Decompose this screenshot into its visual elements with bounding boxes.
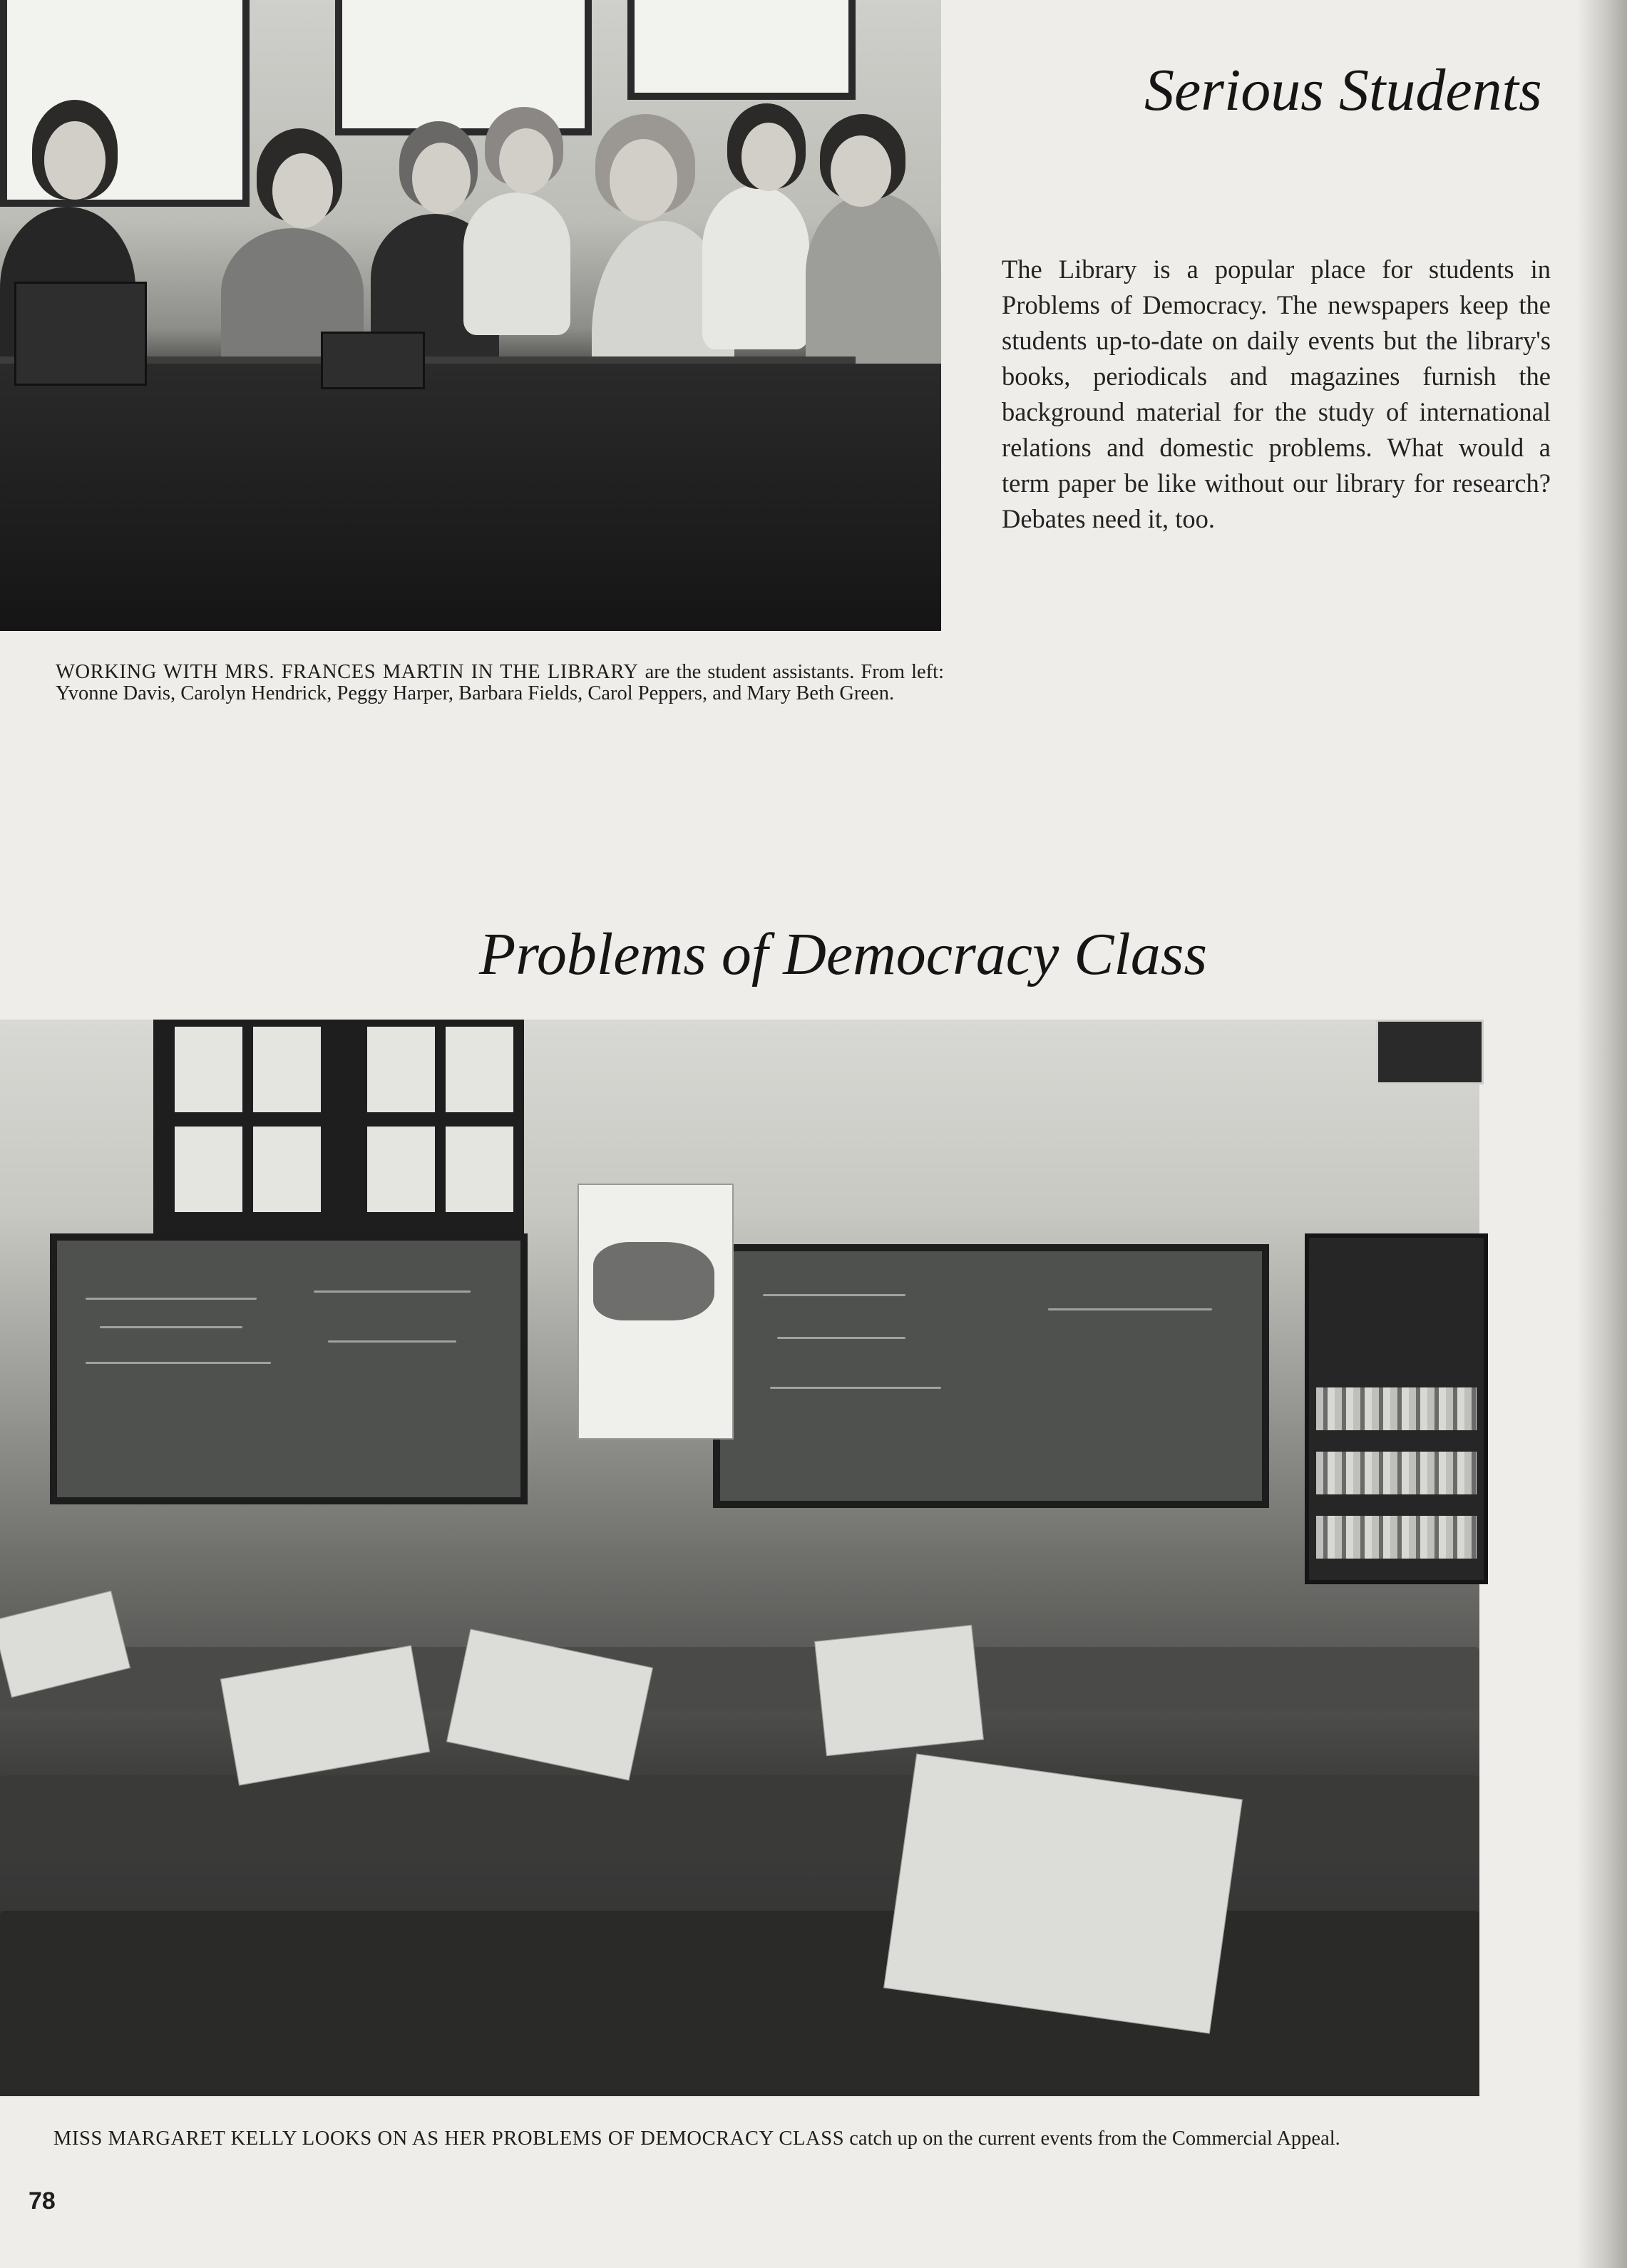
heading-problems-of-democracy-class: Problems of Democracy Class [479, 921, 1208, 987]
bookshelf-books [1316, 1516, 1477, 1559]
chalk-writing [314, 1290, 471, 1293]
window-pane [175, 1027, 242, 1112]
library-paragraph: The Library is a popular place for students in Problems of Democracy. The newspapers keep the students up-to-date on daily events but the library's books, periodicals and magazines furnish the background material for the study of international relations and domestic problems. What would a term paper be like without our library for research? Debates need it, too. [1002, 254, 1551, 533]
student-figure [702, 185, 809, 349]
window-pane [253, 1127, 321, 1212]
desk-row [0, 1911, 1479, 2096]
binding-shadow [1577, 0, 1627, 2268]
map-shape [593, 1242, 714, 1320]
student-face [741, 123, 796, 191]
classroom-photo-caption [53, 2128, 1547, 2150]
chalk-writing [770, 1387, 941, 1389]
window-pane [175, 1127, 242, 1212]
chalkboard-left [50, 1233, 528, 1504]
bookcase [1305, 1233, 1488, 1584]
chalk-writing [763, 1294, 905, 1296]
caption-text: are the student assistants. From left: Yvonne Davis, Carolyn Hendrick, Peggy Harper, Barbara Fields, Carol Peppers, and Mary Beth Green. [56, 661, 944, 704]
library-photo [0, 0, 941, 631]
caption-text: catch up on the current events from the Commercial Appeal. [844, 2128, 1340, 2150]
student-face [499, 128, 553, 194]
window-pane [367, 1127, 435, 1212]
classroom-window [153, 1020, 524, 1233]
wall-map [578, 1184, 734, 1440]
student-face [44, 121, 106, 200]
librarian-face [412, 143, 471, 214]
wall-picture [1376, 1020, 1484, 1084]
card-file-box [321, 332, 425, 389]
window-pane [446, 1027, 513, 1112]
chalk-writing [86, 1362, 271, 1364]
heading-serious-students: Serious Students [1144, 57, 1542, 123]
chalk-writing [328, 1340, 456, 1343]
bookshelf-books [1316, 1452, 1477, 1494]
student-face [610, 139, 677, 221]
chalk-writing [777, 1337, 905, 1339]
chalk-writing [1048, 1308, 1212, 1310]
library-window [335, 0, 592, 135]
library-photo-caption [56, 662, 944, 704]
caption-lead: WORKING WITH MRS. FRANCES MARTIN IN THE LIBRARY [56, 661, 639, 683]
window-pane [446, 1127, 513, 1212]
newspaper [814, 1625, 984, 1756]
caption-lead: MISS MARGARET KELLY LOOKS ON AS HER PROBLEMS OF DEMOCRACY CLASS [53, 2128, 845, 2150]
window-pane [253, 1027, 321, 1112]
chalkboard-right [713, 1244, 1269, 1508]
bookshelf-books [1316, 1387, 1477, 1430]
newspaper [883, 1753, 1243, 2033]
library-window [627, 0, 856, 100]
student-face [272, 153, 333, 228]
library-counter [0, 364, 941, 631]
window-pane [367, 1027, 435, 1112]
chalk-writing [86, 1298, 257, 1300]
chalk-writing [100, 1326, 242, 1328]
student-figure [463, 193, 570, 335]
student-face [831, 135, 891, 207]
desk-row [0, 1775, 1479, 1854]
card-machine [14, 282, 147, 386]
page-number: 78 [29, 2187, 56, 2215]
